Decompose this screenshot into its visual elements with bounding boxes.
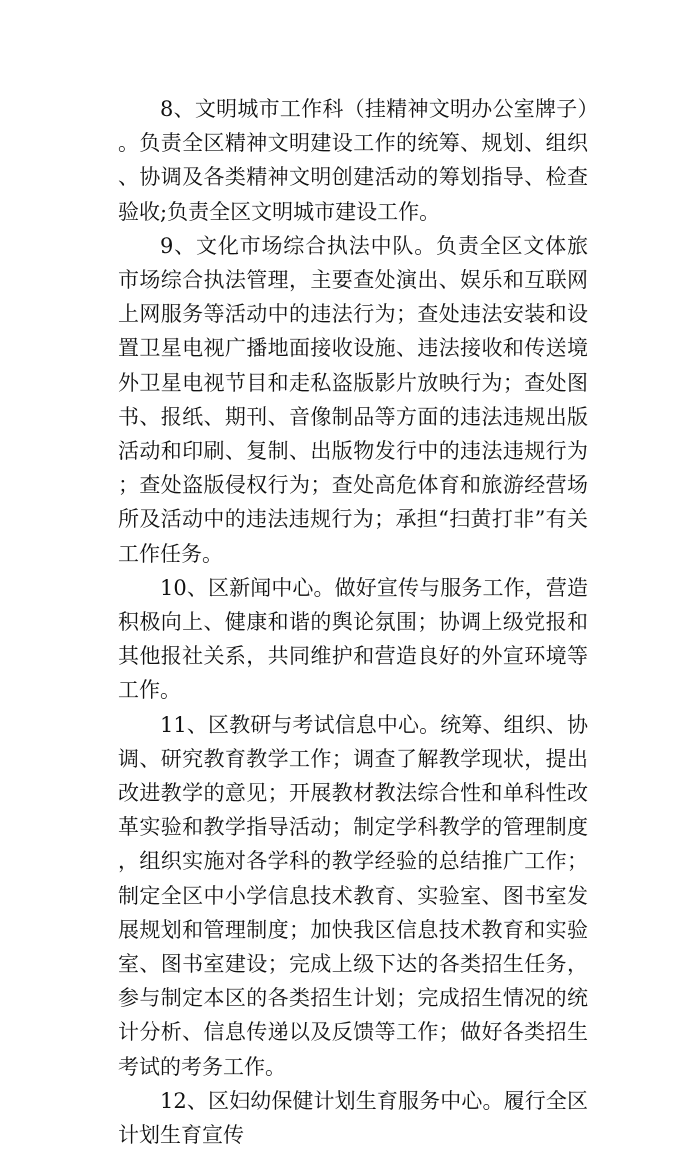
- paragraph-item-10: 10、区新闻中心。做好宣传与服务工作，营造积极向上、健康和谐的舆论氛围；协调上级党报和其他报社关系，共同维护和营造良好的外宣环境等工作。: [118, 575, 588, 703]
- paragraph-item-12: 12、区妇幼保健计划生育服务中心。履行全区计划生育宣传: [118, 1088, 588, 1148]
- paragraph-item-8: 8、文明城市工作科（挂精神文明办公室牌子）。负责全区精神文明建设工作的统筹、规划、组织、协调及各类精神文明创建活动的筹划指导、检查验收;负责全区文明城市建设工作。: [118, 97, 588, 224]
- paragraph-item-11: 11、区教研与考试信息中心。统筹、组织、协调、研究教育教学工作；调查了解教学现状，提出改进教学的意见；开展教材教法综合性和单科性改革实验和教学指导活动；制定学科教学的管理制度，组织实施对各学科的教学经验的总结推广工作；制定全区中小学信息技术教育、实验室、图书室发展规划和管理制度；加快我区信息技术教育和实验室、图书室建设；完成上级下达的各类招生任务，参与制定本区的各类招生计划；完成招生情况的统计分析、信息传递以及反馈等工作；做好各类招生考试的考务工作。: [118, 712, 588, 1079]
- paragraph-item-9: 9、文化市场综合执法中队。负责全区文体旅市场综合执法管理，主要查处演出、娱乐和互联网上网服务等活动中的违法行为；查处违法安装和设置卫星电视广播地面接收设施、违法接收和传送境外卫星电视节目和走私盗版影片放映行为；查处图书、报纸、期刊、音像制品等方面的违法违规出版活动和印刷、复制、出版物发行中的违法违规行为；查处盗版侵权行为；查处高危体育和旅游经营场所及活动中的违法违规行为；承担“扫黄打非”有关工作任务。: [118, 233, 588, 566]
- document-body: [118, 92, 588, 1152]
